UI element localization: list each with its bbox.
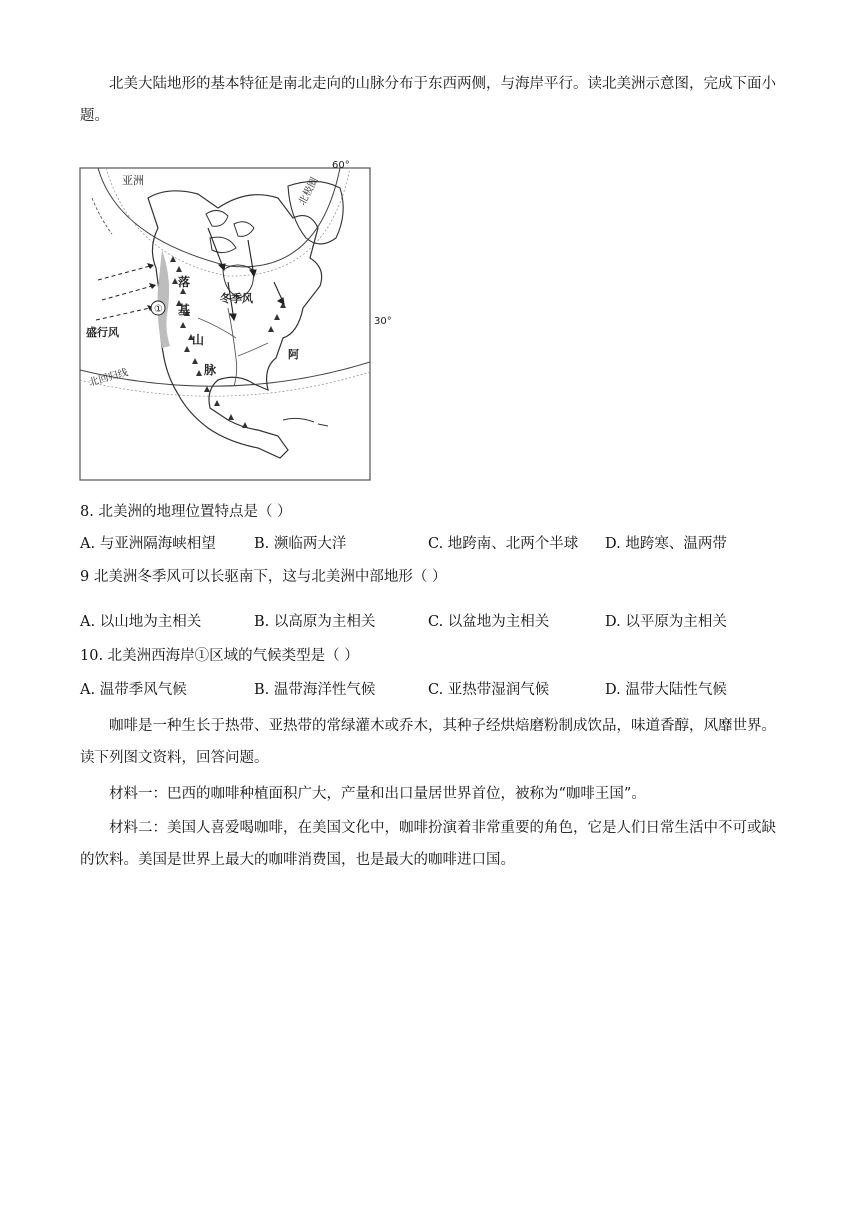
q8-option-c[interactable]: C. 地跨南、北两个半球	[428, 536, 579, 552]
rocky-label-2: 基	[178, 303, 191, 317]
rocky-label-1: 落	[178, 275, 191, 289]
appalachian-label: 阿	[288, 348, 299, 361]
rocky-label-3: 山	[192, 333, 205, 347]
q8-option-b[interactable]: B. 濒临两大洋	[254, 536, 347, 552]
coffee-intro-paragraph: 咖啡是一种生长于热带、亚热带的常绿灌木或乔木，其种子经烘焙磨粉制成饮品，味道香醇，风靡世界。读下列图文资料，回答问题。	[80, 718, 776, 766]
q10-option-a[interactable]: A. 温带季风气候	[80, 682, 187, 698]
material-1-paragraph: 材料一：巴西的咖啡种植面积广大，产量和出口量居世界首位，被称为“咖啡王国”。	[109, 786, 646, 802]
question-9-stem: 9 北美洲冬季风可以长驱南下，这与北美洲中部地形（ ）	[80, 569, 447, 585]
q10-option-d[interactable]: D. 温带大陆性气候	[605, 682, 727, 698]
intro-paragraph: 北美大陆地形的基本特征是南北走向的山脉分布于东西两侧，与海岸平行。读北美洲示意图，完成下面小题。	[80, 76, 776, 124]
question-10-options	[80, 680, 780, 700]
material-2-paragraph: 材料二：美国人喜爱喝咖啡，在美国文化中，咖啡扮演着非常重要的角色，它是人们日常生活中不可或缺的饮料。美国是世界上最大的咖啡消费国，也是最大的咖啡进口国。	[80, 820, 776, 868]
q9-option-d[interactable]: D. 以平原为主相关	[605, 614, 727, 630]
tropic-of-cancer-label: 北回归线	[87, 367, 130, 389]
region-1-marker: ①	[154, 304, 163, 315]
question-8-stem: 8. 北美洲的地理位置特点是（ ）	[80, 504, 292, 520]
rocky-label-4: 脉	[204, 363, 217, 377]
arctic-circle-label: 北极圈	[296, 175, 321, 208]
q10-option-c[interactable]: C. 亚热带湿润气候	[428, 682, 550, 698]
lat-60-label: 60°	[332, 160, 350, 171]
q9-option-c[interactable]: C. 以盆地为主相关	[428, 614, 550, 630]
q8-option-a[interactable]: A. 与亚洲隔海峡相望	[80, 536, 216, 552]
q10-option-b[interactable]: B. 温带海洋性气候	[254, 682, 376, 698]
winter-monsoon-label: 冬季风	[220, 292, 253, 305]
lat-30-label: 30°	[374, 316, 392, 327]
q8-option-d[interactable]: D. 地跨寒、温两带	[605, 536, 727, 552]
asia-label: 亚洲	[122, 174, 144, 187]
question-8-options	[80, 534, 780, 554]
prevailing-wind-label: 盛行风	[86, 326, 119, 339]
question-10-stem: 10. 北美洲西海岸①区域的气候类型是（ ）	[80, 648, 359, 664]
north-america-map	[78, 158, 396, 486]
map-frame	[80, 168, 370, 480]
q9-option-a[interactable]: A. 以山地为主相关	[80, 614, 202, 630]
question-9-options	[80, 612, 780, 632]
q9-option-b[interactable]: B. 以高原为主相关	[254, 614, 376, 630]
